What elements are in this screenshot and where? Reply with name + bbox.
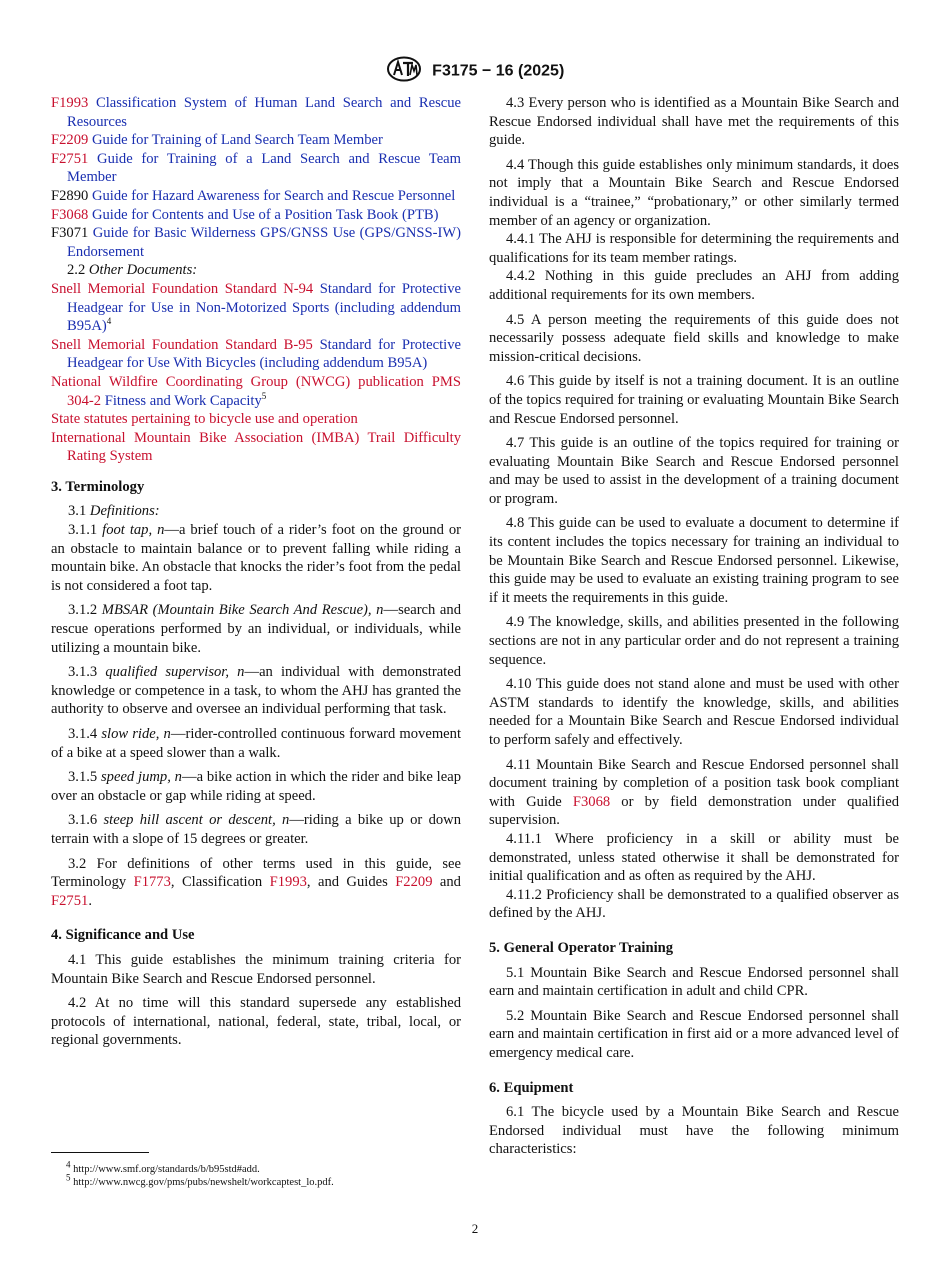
section-number: 3.1 — [68, 503, 87, 520]
footnote — [66, 1159, 466, 1176]
other-document-title-link[interactable]: Standard for Protective Headgear for Use in Non-Motorized Sports (including addendum B95A) — [67, 280, 461, 335]
reference-item — [51, 224, 461, 261]
other-document-org-link[interactable]: International Mountain Bike Association (IMBA) Trail Difficulty Rating System — [51, 429, 461, 465]
footnote-ref: 5 — [261, 390, 267, 401]
reference-list — [51, 94, 461, 261]
reference-item — [51, 206, 461, 225]
other-document-item — [51, 336, 461, 373]
paragraph-text: , and Guides — [306, 874, 388, 891]
reference-title-link[interactable]: Guide for Hazard Awareness for Search and Rescue Personnel — [91, 187, 456, 204]
definition-term: MBSAR (Mountain Bike Search And Rescue), n — [101, 602, 384, 619]
reference-code-link[interactable]: F2209 — [51, 132, 89, 149]
paragraph: 4.3 Every person who is identified as a Mountain Bike Search and Rescue Endorsed individual shall have met the requirements of this guide. — [489, 95, 899, 149]
footnote-number: 4 — [66, 1159, 71, 1170]
reference-code-link[interactable]: F1993 — [51, 95, 89, 111]
paragraph: 5.1 Mountain Bike Search and Rescue Endorsed personnel shall earn and maintain certification in adult and child CPR. — [489, 964, 899, 1000]
paragraph: 4.4.1 The AHJ is responsible for determining the requirements and qualifications for its team member ratings. — [489, 231, 899, 266]
section-label: Other Documents: — [88, 262, 198, 279]
reference-title-link[interactable]: Classification System of Human Land Search and Rescue Resources — [67, 95, 461, 130]
reference-item — [51, 94, 461, 131]
other-document-title-link[interactable]: Fitness and Work Capacity — [104, 392, 262, 409]
terminology-see-also-paragraph — [51, 855, 461, 911]
reference-item — [51, 150, 461, 187]
footnote — [66, 1172, 466, 1189]
reference-item — [51, 187, 461, 206]
section-heading-significance: 4. Significance and Use — [51, 927, 195, 944]
footnote-ref: 4 — [106, 316, 112, 327]
definition-paragraph — [51, 601, 461, 657]
other-document-org-link[interactable]: National Wildfire Coordinating Group (NWCG) publication PMS 304-2 — [51, 373, 461, 409]
definition-number: 3.1.5 — [68, 769, 98, 786]
paragraph-text: , Classification — [170, 874, 263, 891]
reference-title-link[interactable]: Guide for Training of a Land Search and Rescue Team Member — [67, 150, 462, 186]
paragraph-text: or by field demonstration under qualified supervision. — [489, 793, 899, 829]
paragraph: 4.1 This guide establishes the minimum training criteria for Mountain Bike Search and Rescue Endorsed personnel. — [51, 951, 461, 987]
definition-paragraph — [51, 811, 461, 848]
definition-paragraph — [51, 725, 461, 762]
definition-number: 3.1.1 — [68, 522, 98, 539]
section-label: Definitions: — [89, 503, 160, 520]
paragraph-text: . — [88, 892, 92, 909]
paragraph-text: 4.11 Mountain Bike Search and Rescue Endorsed personnel shall document training by completion of a position task book compliant with Guide — [489, 756, 899, 810]
other-document-org-link[interactable]: Snell Memorial Foundation Standard B-95 — [51, 336, 313, 353]
definition-text: —a bike action in which the rider and bike leap over an obstacle or gap while riding at speed. — [51, 769, 461, 804]
paragraph: 4.11.1 Where proficiency in a skill or ability must be demonstrated, unless stated otherwise it shall be demonstrated for initial qualification and as often as required by the AHJ. — [489, 830, 899, 885]
section-number: 2.2 — [67, 262, 86, 279]
other-document-item — [51, 280, 461, 336]
definition-number: 3.1.4 — [68, 726, 98, 742]
definition-term: steep hill ascent or descent, n — [103, 812, 290, 829]
paragraph: 4.11.2 Proficiency shall be demonstrated to a qualified observer as defined by the AHJ. — [489, 886, 899, 922]
paragraph-text: 3.2 For definitions of other terms used in this guide, see Terminology — [51, 855, 461, 891]
definition-text: —riding a bike up or down terrain with a slope of 15 degrees or greater. — [51, 812, 461, 847]
footnotes — [66, 1159, 466, 1189]
paragraph: 4.7 This guide is an outline of the topics required for training or evaluating Mountain Bike Search and Rescue Endorsed personnel and may be used to assist in the development of a training document or program. — [489, 435, 899, 507]
astm-logo-icon — [386, 56, 422, 87]
definitions-subheading — [51, 502, 461, 521]
page-header — [0, 56, 950, 87]
other-document-item — [51, 429, 461, 466]
definition-paragraph — [51, 663, 461, 719]
reference-title-link[interactable]: Guide for Contents and Use of a Position Task Book (PTB) — [91, 206, 439, 223]
paragraph: 4.10 This guide does not stand alone and must be used with other ASTM standards to identify the knowledge, skills, and abilities needed for a Mountain Bike Search and Rescue Endorsed individual to perform safely and effectively. — [489, 676, 899, 748]
section-heading-general-operator-training: 5. General Operator Training — [489, 939, 674, 956]
definition-text: —search and rescue operations performed by an individual, or individuals, while utilizing a mountain bike. — [51, 602, 461, 656]
reference-title-link[interactable]: Guide for Training of Land Search Team Member — [91, 132, 383, 149]
paragraph: 4.5 A person meeting the requirements of this guide does not necessarily possess adequate field skills and knowledge to make mission-critical decisions. — [489, 311, 899, 365]
paragraph: 6.1 The bicycle used by a Mountain Bike Search and Rescue Endorsed individual must have the following minimum characteristics: — [489, 1104, 899, 1158]
standard-designation: F3175 − 16 (2025) — [432, 62, 565, 80]
definition-text: —rider-controlled continuous forward movement of a bike at a speed slower than a walk. — [51, 726, 462, 761]
definition-paragraph — [51, 768, 461, 805]
reference-code: F3071 — [51, 225, 89, 242]
footnote-divider — [51, 1152, 149, 1153]
definition-term: speed jump, n — [101, 769, 182, 786]
definition-number: 3.1.3 — [68, 664, 98, 681]
reference-title-link[interactable]: Guide for Basic Wilderness GPS/GNSS Use (GPS/GNSS-IW) Endorsement — [67, 225, 461, 260]
other-document-title-link[interactable]: Standard for Protective Headgear for Use With Bicycles (including addendum B95A) — [67, 336, 461, 372]
paragraph-text: and — [439, 874, 461, 891]
paragraph: 4.4.2 Nothing in this guide precludes an AHJ from adding additional requirements for its own members. — [489, 268, 899, 303]
other-document-item — [51, 373, 461, 410]
paragraph: 4.6 This guide by itself is not a training document. It is an outline of the topics required for training or evaluating Mountain Bike Search and Rescue Endorsed personnel. — [489, 373, 899, 427]
paragraph: 4.2 At no time will this standard supersede any established protocols of international, national, federal, state, tribal, local, or regional governments. — [51, 995, 461, 1049]
definition-term: foot tap, n — [102, 522, 165, 539]
reference-item — [51, 131, 461, 150]
definition-paragraph — [51, 521, 461, 595]
standard-link[interactable]: F3068 — [572, 793, 611, 810]
footnote-url[interactable]: http://www.nwcg.gov/pms/pubs/newshelt/workcaptest_lo.pdf. — [73, 1177, 334, 1188]
paragraph: 4.9 The knowledge, skills, and abilities presented in the following sections are not in any particular order and do not represent a training sequence. — [489, 614, 899, 668]
standard-link[interactable]: F2209 — [395, 874, 433, 891]
definition-text: —an individual with demonstrated knowledge or competence in a task, to whom the AHJ has granted the authority to observe and oversee an individual performing that task. — [51, 664, 462, 718]
standard-link[interactable]: F1993 — [269, 874, 307, 891]
other-document-org-link[interactable]: Snell Memorial Foundation Standard N-94 — [51, 280, 314, 297]
paragraph: 4.8 This guide can be used to evaluate a document to determine if its content includes the topics necessary for training an individual to be Mountain Bike Search and Rescue Endorsed personnel. Likewise, this guide may be used to evaluate an existing training program to see if it meets the requirements in this guide. — [489, 515, 899, 606]
other-documents-heading — [51, 261, 461, 280]
definition-text: —a brief touch of a rider’s foot on the ground or an obstacle to maintain balance or to prevent falling while riding a mountain bike. An obstacle that knocks the rider’s foot from the pedal is not considered a foot tap. — [51, 522, 461, 594]
footnote-number: 5 — [66, 1172, 71, 1183]
footnote-url[interactable]: http://www.smf.org/standards/b/b95std#add. — [73, 1164, 260, 1175]
other-document-item — [51, 410, 461, 429]
page-number: 2 — [471, 1221, 479, 1236]
right-column — [489, 94, 899, 1165]
other-document-org-link[interactable]: State statutes pertaining to bicycle use and operation — [51, 411, 358, 428]
standard-link[interactable]: F1773 — [133, 874, 171, 891]
section-heading-terminology: 3. Terminology — [51, 478, 145, 495]
section-heading-equipment: 6. Equipment — [489, 1079, 574, 1096]
paragraph: 5.2 Mountain Bike Search and Rescue Endorsed personnel shall earn and maintain certification in first aid or a more advanced level of emergency medical care. — [489, 1007, 899, 1061]
reference-code-link[interactable]: F3068 — [51, 206, 89, 223]
definition-number: 3.1.2 — [68, 602, 98, 619]
reference-code: F2890 — [51, 187, 89, 204]
reference-code-link[interactable]: F2751 — [51, 150, 89, 167]
other-documents-list — [51, 280, 461, 466]
definition-number: 3.1.6 — [68, 812, 98, 829]
definition-term: slow ride, n — [101, 726, 171, 742]
paragraph: 4.4 Though this guide establishes only minimum standards, it does not imply that a Mountain Bike Search and Rescue Endorsed individual is a “trainee,” “probationary,” or other similarly termed member of an agency or organization. — [489, 156, 899, 229]
definition-term: qualified supervisor, n — [105, 664, 245, 681]
standard-link[interactable]: F2751 — [51, 892, 89, 909]
task-book-paragraph — [489, 756, 899, 830]
left-column — [51, 94, 461, 1056]
